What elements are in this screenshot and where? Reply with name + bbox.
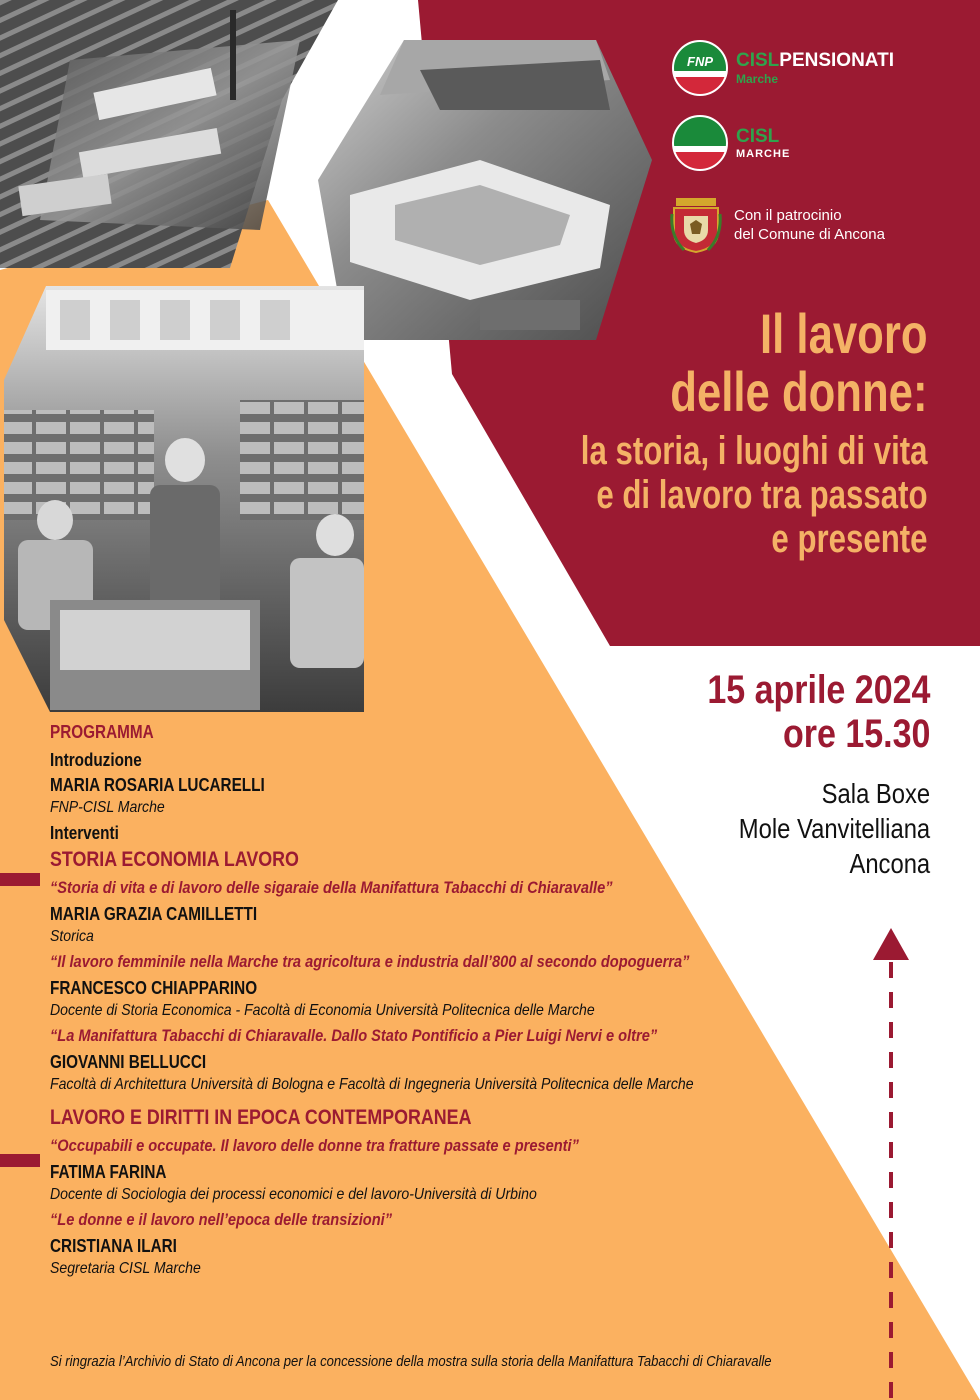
cisl-logo-icon [672,115,728,171]
intro-speaker-affiliation: FNP-CISL Marche [50,799,165,816]
speaker-name: MARIA GRAZIA CAMILLETTI [50,904,258,924]
fnp-logo-icon: FNP [672,40,728,96]
venue-building: Mole Vanvitelliana [738,813,930,844]
speaker-name: CRISTIANA ILARI [50,1236,177,1256]
programme-heading: PROGRAMMA [50,722,154,742]
talk-title: “Il lavoro femminile nella Marche tra agricoltura e industria dall’800 al secondo dopoguerra” [50,952,690,971]
ancona-coat-of-arms-icon [670,196,722,254]
speaker-affiliation: Storica [50,928,94,945]
subtitle-line-3: e presente [771,517,928,561]
venue-room: Sala Boxe [821,778,930,809]
talk-title: “Storia di vita e di lavoro delle sigaraie della Manifattura Tabacchi di Chiaravalle” [50,878,613,897]
section-heading-2: LAVORO E DIRITTI IN EPOCA CONTEMPORANEA [50,1106,472,1129]
speaker-affiliation: Docente di Storia Economica - Facoltà di Economia Università Politecnica delle Marche [50,1002,595,1019]
speaker-name: FRANCESCO CHIAPPARINO [50,978,258,998]
speaker-affiliation: Segretaria CISL Marche [50,1260,201,1277]
cisl-marche-logo: CISL MARCHE [672,115,790,171]
talk-title: “Le donne e il lavoro nell’epoca delle transizioni” [50,1210,393,1229]
patronage-line-2: del Comune di Ancona [734,226,885,243]
speaker-affiliation: Facoltà di Architettura Università di Bologna e Facoltà di Ingegneria Università Politecnica delle Marche [50,1076,694,1093]
speaker-affiliation: Docente di Sociologia dei processi economici e del lavoro-Università di Urbino [50,1186,537,1203]
speaker-name: FATIMA FARINA [50,1162,167,1182]
acknowledgement: Si ringrazia l’Archivio di Stato di Ancona per la concessione della mostra sulla storia della Manifattura Tabacchi di Chiaravalle [50,1353,772,1370]
talk-title: “La Manifattura Tabacchi di Chiaravalle. Dallo Stato Pontificio a Pier Luigi Nervi e oltre” [50,1026,658,1045]
patronage-line-1: Con il patrocinio [734,207,842,224]
section-heading-1: STORIA ECONOMIA LAVORO [50,848,299,871]
speaker-name: GIOVANNI BELLUCCI [50,1052,207,1072]
intro-label: Introduzione [50,750,142,770]
title-line-2: delle donne: [670,360,928,423]
title-line-1: Il lavoro [760,302,928,365]
event-time: ore 15.30 [782,712,930,756]
subtitle-line-1: la storia, i luoghi di vita [581,429,928,473]
fnp-cisl-pensionati-logo: FNP CISLPENSIONATI Marche [672,40,894,96]
event-title [483,302,928,561]
patronage-block [670,196,885,254]
venue-city: Ancona [849,848,930,879]
event-date: 15 aprile 2024 [706,668,930,712]
intro-speaker-name: MARIA ROSARIA LUCARELLI [50,775,265,795]
programme [50,722,890,1284]
subtitle-line-2: e di lavoro tra passato [596,473,928,517]
talk-title: “Occupabili e occupate. Il lavoro delle donne tra fratture passate e presenti” [50,1136,579,1155]
talks-label: Interventi [50,823,119,843]
